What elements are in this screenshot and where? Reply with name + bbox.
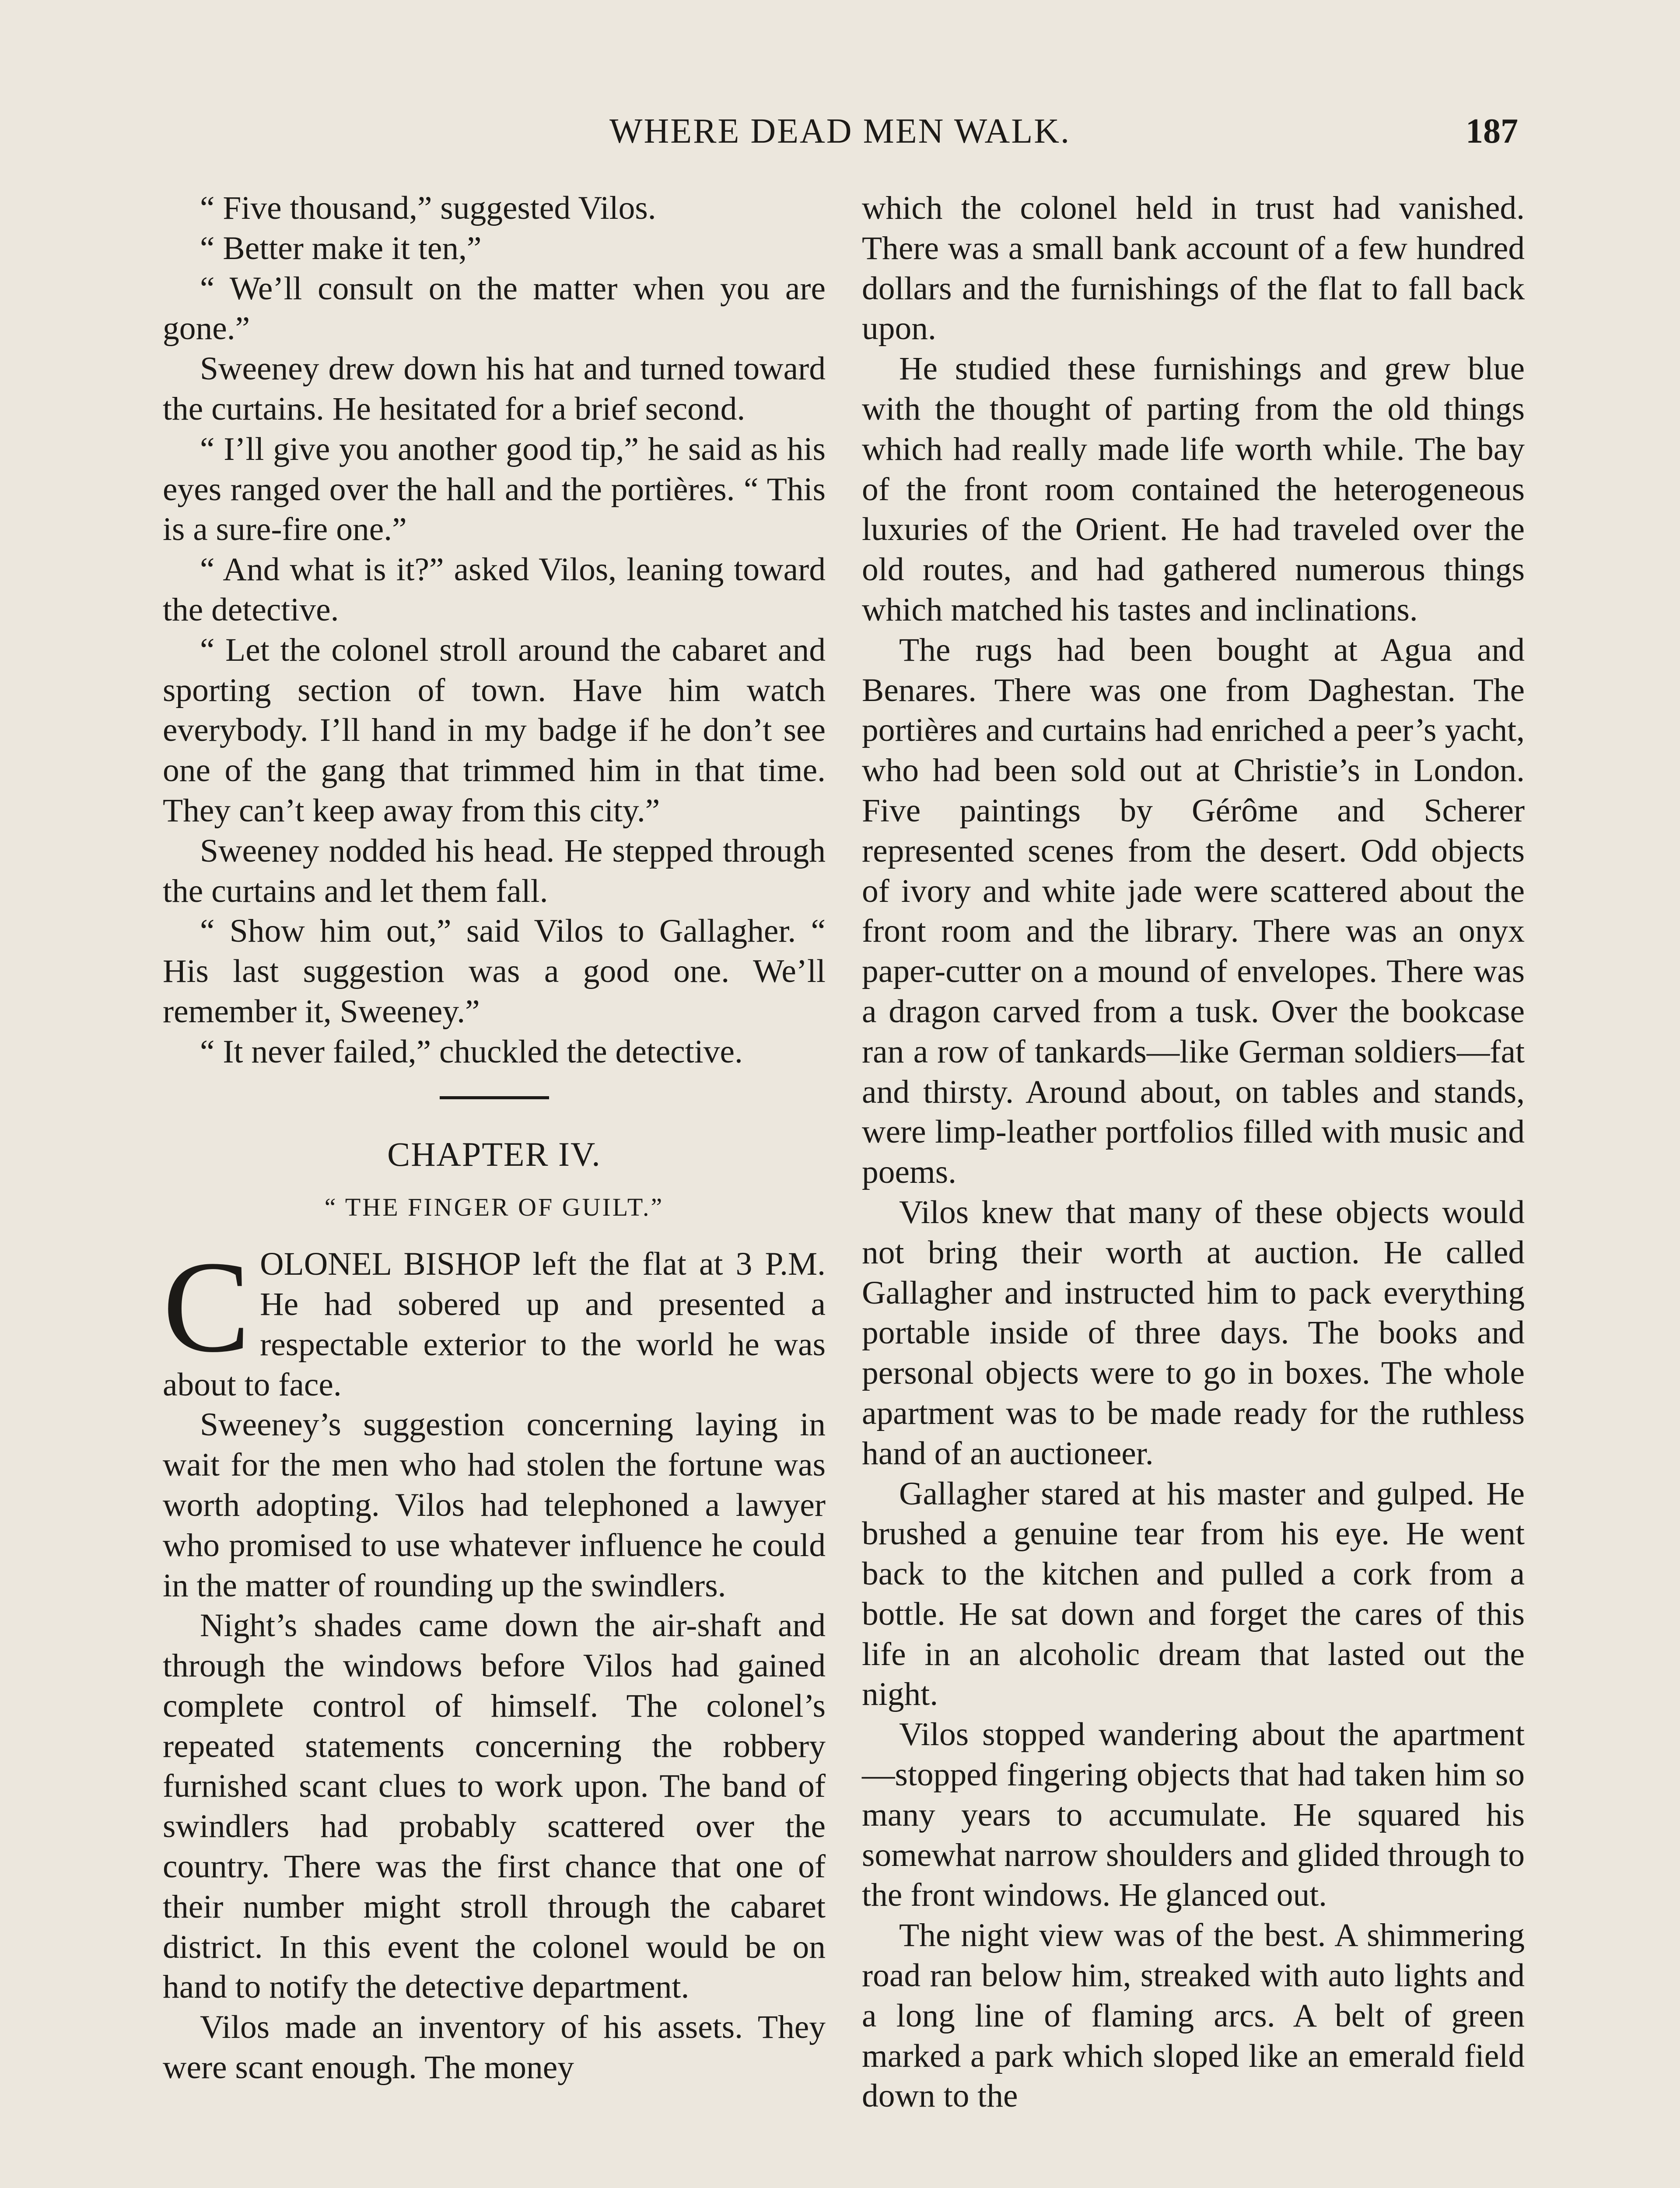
paragraph: Vilos made an inventory of his assets. They were scant enough. The money bbox=[163, 2009, 826, 2086]
paragraph: “ Better make it ten,” bbox=[200, 230, 482, 266]
paragraph: Sweeney drew down his hat and turned toward the curtains. He hesitated for a brief second. bbox=[163, 351, 826, 427]
left-column bbox=[163, 188, 826, 2088]
paragraph: “ We’ll consult on the matter when you are gone.” bbox=[163, 270, 826, 347]
paragraph: Vilos stopped wandering about the apartment—stopped fingering objects that had taken him so many years to accumulate. He squared his somewhat narrow shoulders and glided through to the front windows. He glanced out. bbox=[862, 1716, 1525, 1914]
paragraph: “ Five thousand,” suggested Vilos. bbox=[200, 190, 656, 226]
paragraph: The rugs had been bought at Agua and Benares. There was one from Daghestan. The portières and curtains had enriched a peer’s yacht, who had been sold out at Christie’s in London. Five paintings by Gérôme and Scherer represented scenes from the desert. Odd objects of ivory and white jade were scattered about the front room and the library. There was an onyx paper-cutter on a mound of envelopes. There was a dragon carved from a tusk. Over the bookcase ran a row of tankards—like German soldiers—fat and thirsty. Around about, on tables and stands, were limp-leather portfolios filled with music and poems. bbox=[862, 631, 1525, 1191]
paragraph: “ I’ll give you another good tip,” he said as his eyes ranged over the hall and the portières. “ This is a sure-fire one.” bbox=[163, 431, 826, 548]
page-number: 187 bbox=[1466, 112, 1518, 151]
paragraph: Night’s shades came down the air-shaft and through the windows before Vilos had gained complete control of himself. The colonel’s repeated statements concerning the robbery furnished scant clues to work upon. The band of swindlers had probably scattered over the country. There was the first chance that one of their number might stroll through the cabaret district. In this event the colonel would be on hand to notify the detective department. bbox=[163, 1607, 826, 2006]
paragraph: Gallagher stared at his master and gulped. He brushed a genuine tear from his eye. He went back to the kitchen and pulled a cork from a bottle. He sat down and forget the cares of this life in an alcoholic dream that lasted out the night. bbox=[862, 1475, 1525, 1713]
running-header bbox=[162, 112, 1518, 160]
chapter-subtitle: “ THE FINGER OF GUILT.” bbox=[324, 1193, 664, 1222]
paragraph: Sweeney nodded his head. He stepped through the curtains and let them fall. bbox=[163, 832, 826, 909]
opening-text: OLONEL BISHOP left the flat at 3 P.M. He had sobered up and presented a respectable exterior to the world he was about to face. bbox=[163, 1246, 826, 1403]
drop-cap: C bbox=[163, 1234, 251, 1380]
paragraph: The night view was of the best. A shimmering road ran below him, streaked with auto lights and a long line of flaming arcs. A belt of green marked a park which sloped like an emerald field down to the bbox=[862, 1917, 1525, 2114]
paragraph: “ It never failed,” chuckled the detective. bbox=[200, 1033, 743, 1070]
paragraph: “ Show him out,” said Vilos to Gallagher. “ His last suggestion was a good one. We’ll remember it, Sweeney.” bbox=[163, 913, 826, 1030]
running-title: WHERE DEAD MEN WALK. bbox=[609, 112, 1071, 151]
right-column bbox=[862, 188, 1525, 2116]
paragraph: Sweeney’s suggestion concerning laying in wait for the men who had stolen the fortune was worth adopting. Vilos had telephoned a lawyer who promised to use whatever influence he could in the matter of rounding up the swindlers. bbox=[163, 1406, 826, 1604]
paragraph: “ Let the colonel stroll around the cabaret and sporting section of town. Have him watch everybody. I’ll hand in my badge if he don’t see one of the gang that trimmed him in that time. They can’t keep away from this city.” bbox=[163, 631, 826, 829]
chapter-heading: CHAPTER IV. bbox=[387, 1135, 601, 1173]
paragraph: “ And what is it?” asked Vilos, leaning toward the detective. bbox=[163, 551, 826, 628]
section-divider bbox=[440, 1096, 549, 1099]
chapter-opening-paragraph bbox=[163, 1234, 826, 1405]
paragraph: He studied these furnishings and grew blue with the thought of parting from the old things which had really made life worth while. The bay of the front room contained the heterogeneous luxuries of the Orient. He had traveled over the old routes, and had gathered numerous things which matched his tastes and inclinations. bbox=[862, 351, 1525, 628]
paragraph: Vilos knew that many of these objects would not bring their worth at auction. He called Gallagher and instructed him to pack everything portable inside of three days. The books and personal objects were to go in boxes. The whole apartment was to be made ready for the ruthless hand of an auctioneer. bbox=[862, 1194, 1525, 1472]
continued-paragraph: which the colonel held in trust had vanished. There was a small bank account of a few hundred dollars and the furnishings of the flat to fall back upon. bbox=[862, 190, 1525, 347]
